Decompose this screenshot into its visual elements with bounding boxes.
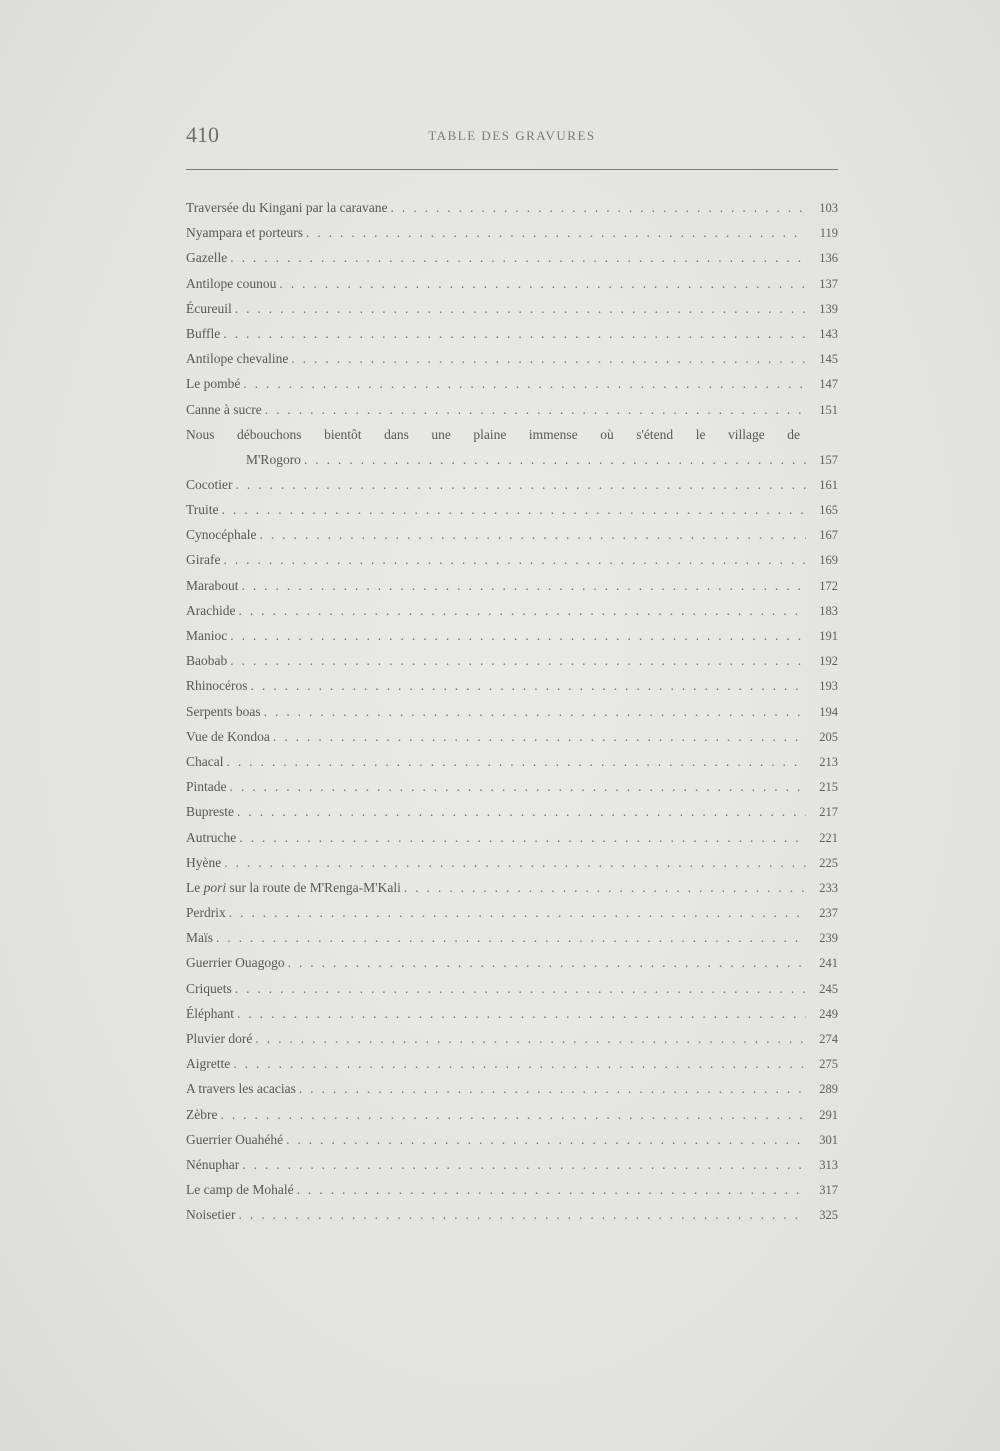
entry-title: Zèbre xyxy=(186,1106,218,1122)
dot-leader xyxy=(223,552,806,568)
entry-title-line1: Nous débouchons bientôt dans une plaine immense où s'étend le village de xyxy=(186,426,800,442)
entry-page-number: 191 xyxy=(819,629,838,643)
dot-leader xyxy=(230,250,806,266)
toc-entry xyxy=(186,502,838,527)
dot-leader xyxy=(226,754,806,770)
entry-title: Nénuphar xyxy=(186,1156,240,1172)
entry-title: Cynocéphale xyxy=(186,527,257,543)
entry-title xyxy=(186,880,401,896)
entry-page-number: 136 xyxy=(819,251,838,266)
header-rule xyxy=(186,169,838,170)
entry-title: Écureuil xyxy=(186,300,232,316)
dot-leader xyxy=(220,1107,806,1123)
toc-entry xyxy=(186,276,838,301)
entry-title-prefix: Le xyxy=(186,879,201,895)
entry-page-number: 325 xyxy=(819,1208,838,1223)
toc-entry xyxy=(186,1207,838,1232)
entry-page-number: 233 xyxy=(819,880,838,895)
entry-page-number: 275 xyxy=(819,1057,838,1072)
entry-page-number: 249 xyxy=(819,1006,838,1021)
dot-leader xyxy=(391,200,806,216)
dot-leader xyxy=(230,653,806,669)
toc-entry xyxy=(186,880,838,905)
entry-title: Buffle xyxy=(186,325,221,341)
toc-entry xyxy=(186,1006,838,1031)
toc-entry xyxy=(186,704,838,729)
entry-title: Nyampara et porteurs xyxy=(186,225,303,241)
entry-page-number: 237 xyxy=(819,906,838,921)
entry-page-number: 317 xyxy=(819,1183,838,1198)
entry-page-number: 301 xyxy=(819,1132,838,1147)
dot-leader xyxy=(216,930,806,946)
entry-title: Baobab xyxy=(186,653,228,669)
toc-entry xyxy=(186,653,838,678)
dot-leader xyxy=(291,351,806,367)
entry-title: Aigrette xyxy=(186,1056,231,1072)
dot-leader xyxy=(304,452,806,468)
entry-title: A travers les acacias xyxy=(186,1081,296,1097)
toc-entry xyxy=(186,955,838,980)
entry-page-number: 313 xyxy=(819,1157,838,1172)
entry-page-number: 119 xyxy=(819,226,838,241)
dot-leader xyxy=(238,603,806,619)
entry-title: Bupreste xyxy=(186,804,234,820)
entry-page-number: 172 xyxy=(819,578,838,593)
entry-page-number: 151 xyxy=(819,402,838,417)
page-header xyxy=(186,122,838,152)
entry-page-number: 169 xyxy=(819,553,838,568)
entry-page-number: 183 xyxy=(819,603,838,618)
toc-entry xyxy=(186,804,838,829)
toc-entry xyxy=(186,1056,838,1081)
toc-entry xyxy=(186,1031,838,1056)
entry-page-number: 291 xyxy=(819,1107,838,1122)
toc-entry xyxy=(186,200,838,225)
toc-entry xyxy=(186,628,838,653)
toc-entry xyxy=(186,477,838,502)
dot-leader xyxy=(299,1081,806,1097)
toc-entry-line xyxy=(186,427,838,452)
entry-title: Le camp de Mohalé xyxy=(186,1182,294,1198)
toc-entry xyxy=(186,905,838,930)
toc-entry xyxy=(186,452,838,477)
running-title: TABLE DES GRAVURES xyxy=(428,128,596,143)
toc-entry xyxy=(186,552,838,577)
entry-page-number: 193 xyxy=(819,679,838,694)
entry-page-number: 239 xyxy=(819,931,838,946)
dot-leader xyxy=(404,880,806,896)
entry-title: Antilope counou xyxy=(186,275,277,291)
dot-leader xyxy=(222,502,806,518)
dot-leader xyxy=(273,729,806,745)
dot-leader xyxy=(255,1031,806,1047)
entry-page-number: 217 xyxy=(819,805,838,820)
entry-title: Truite xyxy=(186,502,219,518)
entry-page-number: 213 xyxy=(819,754,838,769)
entry-title: Manioc xyxy=(186,628,228,643)
toc-entry xyxy=(186,1157,838,1182)
entry-page-number: 139 xyxy=(819,301,838,316)
toc-entry xyxy=(186,1107,838,1132)
entry-title: Le pombé xyxy=(186,376,241,392)
entry-page-number: 103 xyxy=(819,201,838,215)
entry-page-number: 143 xyxy=(819,326,838,341)
entry-title: Chacal xyxy=(186,753,224,769)
entry-page-number: 215 xyxy=(819,780,838,795)
toc-entry xyxy=(186,1081,838,1106)
toc-entry xyxy=(186,678,838,703)
entry-title: Pintade xyxy=(186,779,227,795)
dot-leader xyxy=(241,578,806,594)
entry-page-number: 289 xyxy=(819,1082,838,1097)
entry-title-italic: pori xyxy=(203,879,227,895)
entry-title: Arachide xyxy=(186,602,236,618)
dot-leader xyxy=(264,704,806,720)
dot-leader xyxy=(239,830,806,846)
entry-title-rest: sur la route de M'Renga-M'Kali xyxy=(229,879,401,895)
toc-entry xyxy=(186,729,838,754)
toc-entry xyxy=(186,855,838,880)
entry-page-number: 241 xyxy=(819,956,838,971)
entry-title: Rhinocéros xyxy=(186,678,248,694)
dot-leader xyxy=(224,855,806,871)
entry-page-number: 161 xyxy=(819,477,838,492)
entry-page-number: 205 xyxy=(819,729,838,744)
entry-page-number: 245 xyxy=(819,981,838,996)
entry-page-number: 165 xyxy=(819,503,838,518)
entry-title: Guerrier Ouagogo xyxy=(186,955,285,971)
entry-page-number: 221 xyxy=(819,830,838,845)
toc-entry xyxy=(186,301,838,326)
toc-entry xyxy=(186,250,838,275)
dot-leader xyxy=(233,1056,806,1072)
dot-leader xyxy=(230,779,807,795)
entry-title: Girafe xyxy=(186,552,221,568)
entry-page-number: 137 xyxy=(819,276,838,291)
entry-page-number: 194 xyxy=(819,704,838,719)
dot-leader xyxy=(236,477,807,493)
entry-title: Éléphant xyxy=(186,1005,234,1021)
dot-leader xyxy=(229,905,806,921)
dot-leader xyxy=(223,326,806,342)
entry-title: Pluvier doré xyxy=(186,1031,253,1046)
table-of-illustrations xyxy=(186,200,838,1233)
toc-entry xyxy=(186,225,838,250)
toc-entry xyxy=(186,930,838,955)
entry-page-number: 192 xyxy=(819,654,838,669)
dot-leader xyxy=(306,225,806,241)
page-number: 410 xyxy=(186,122,219,147)
dot-leader xyxy=(286,1132,806,1148)
toc-entry xyxy=(186,578,838,603)
dot-leader xyxy=(239,1207,807,1223)
entry-page-number: 167 xyxy=(819,528,838,543)
entry-title: Antilope chevaline xyxy=(186,351,289,367)
dot-leader xyxy=(297,1182,806,1198)
entry-title: Traversée du Kingani par la caravane xyxy=(186,200,388,215)
entry-title: Cocotier xyxy=(186,476,233,492)
entry-page-number: 274 xyxy=(819,1032,838,1046)
toc-entry xyxy=(186,351,838,376)
dot-leader xyxy=(235,981,806,997)
entry-title: Vue de Kondoa xyxy=(186,728,270,744)
entry-page-number: 147 xyxy=(819,377,838,392)
toc-entry xyxy=(186,402,838,427)
toc-entry xyxy=(186,981,838,1006)
entry-title: Guerrier Ouahéhé xyxy=(186,1131,284,1147)
dot-leader xyxy=(237,804,806,820)
dot-leader xyxy=(279,276,806,292)
toc-entry xyxy=(186,1182,838,1207)
entry-title: Maïs xyxy=(186,930,213,946)
toc-entry xyxy=(186,376,838,401)
entry-title: Perdrix xyxy=(186,905,226,921)
entry-page-number: 157 xyxy=(819,452,838,467)
toc-entry xyxy=(186,1132,838,1157)
entry-title: Criquets xyxy=(186,980,232,996)
dot-leader xyxy=(259,527,806,543)
dot-leader xyxy=(237,1006,806,1022)
entry-title: Marabout xyxy=(186,577,239,593)
toc-entry xyxy=(186,326,838,351)
dot-leader xyxy=(235,301,806,317)
toc-entry xyxy=(186,779,838,804)
dot-leader xyxy=(230,628,806,644)
toc-entry xyxy=(186,754,838,779)
entry-title: Gazelle xyxy=(186,250,228,266)
dot-leader xyxy=(242,1157,806,1173)
entry-title: Hyène xyxy=(186,854,222,870)
dot-leader xyxy=(251,678,807,694)
toc-entry xyxy=(186,527,838,552)
entry-title: M'Rogoro xyxy=(246,451,301,467)
dot-leader xyxy=(265,402,806,418)
dot-leader xyxy=(243,376,806,392)
entry-title: Noisetier xyxy=(186,1207,236,1223)
dot-leader xyxy=(288,955,806,971)
entry-title: Autruche xyxy=(186,829,237,845)
entry-title: Serpents boas xyxy=(186,703,261,719)
toc-entry xyxy=(186,830,838,855)
toc-entry xyxy=(186,603,838,628)
entry-page-number: 225 xyxy=(819,855,838,870)
entry-page-number: 145 xyxy=(819,352,838,367)
entry-title: Canne à sucre xyxy=(186,401,262,417)
